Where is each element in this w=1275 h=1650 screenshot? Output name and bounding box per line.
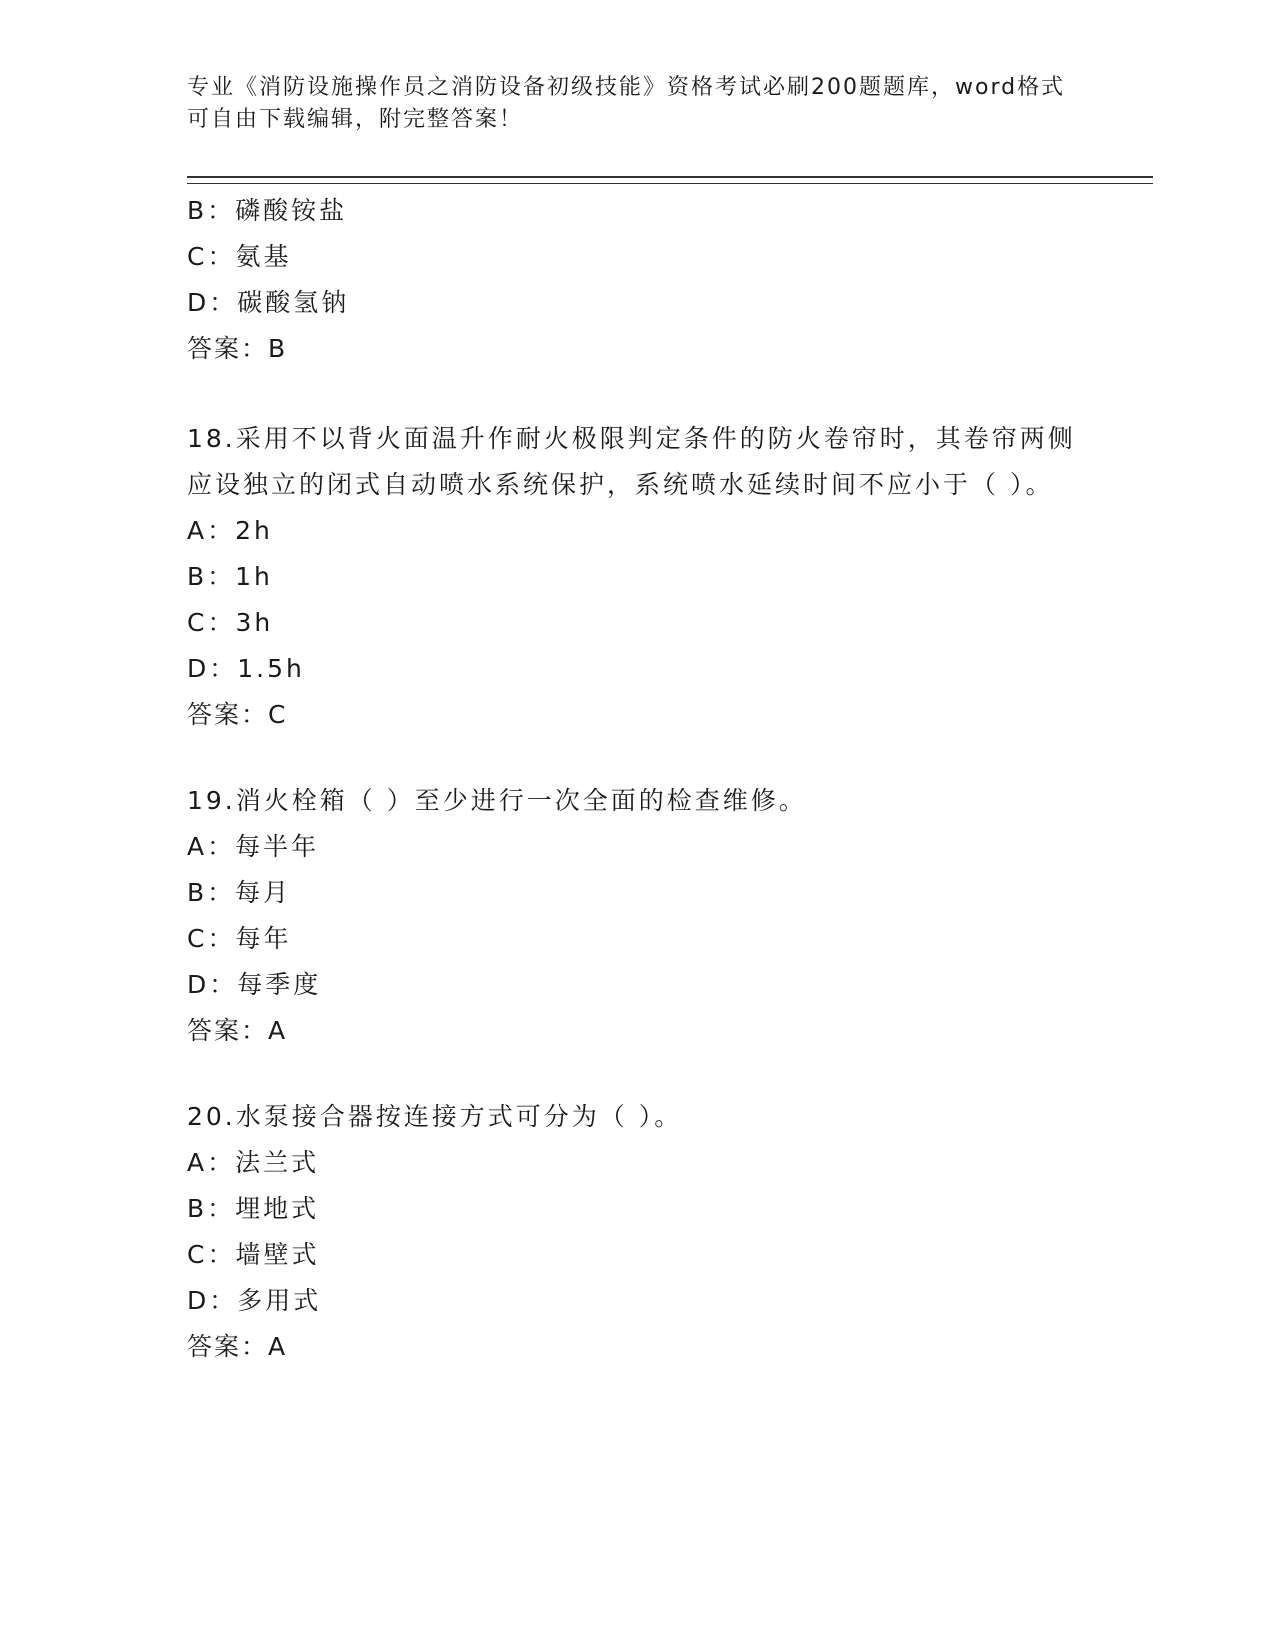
option-text: 每季度 [237, 970, 322, 999]
option-text: 磷酸铵盐 [235, 196, 348, 225]
option-text: 碳酸氢钠 [237, 288, 350, 317]
option-d [187, 646, 1087, 692]
option-letter: A： [187, 1148, 236, 1177]
option-text: 1h [235, 562, 273, 591]
option-text: 法兰式 [235, 1148, 320, 1177]
option-c [187, 1232, 1087, 1278]
question-20 [187, 1094, 1087, 1370]
answer-line: 答案：B [187, 334, 288, 363]
option-d [187, 962, 1087, 1008]
option-letter: B： [187, 196, 236, 225]
answer-line: 答案：A [187, 1332, 288, 1361]
option-text: 2h [235, 516, 273, 545]
option-letter: C： [187, 1240, 236, 1269]
partial-question [187, 188, 1087, 372]
option-letter: D： [187, 970, 238, 999]
option-letter: D： [187, 288, 238, 317]
question-18 [187, 416, 1087, 738]
document-header: 专业《消防设施操作员之消防设备初级技能》资格考试必刷200题题库，word格式可自由下载编辑，附完整答案！ [187, 75, 1066, 132]
option-letter: B： [187, 1194, 236, 1223]
option-d [187, 280, 1087, 326]
question-stem: 20.水泵接合器按连接方式可分为（ ）。 [187, 1102, 683, 1131]
header-divider [187, 176, 1153, 184]
option-c [187, 916, 1087, 962]
option-b [187, 1186, 1087, 1232]
answer-line: 答案：C [187, 700, 288, 729]
option-a [187, 824, 1087, 870]
option-letter: C： [187, 608, 236, 637]
option-text: 每半年 [235, 832, 320, 861]
option-b [187, 554, 1087, 600]
option-a [187, 1140, 1087, 1186]
option-text: 多用式 [237, 1286, 322, 1315]
option-c [187, 600, 1087, 646]
option-d [187, 1278, 1087, 1324]
option-letter: C： [187, 242, 236, 271]
question-stem: 18.采用不以背火面温升作耐火极限判定条件的防火卷帘时，其卷帘两侧应设独立的闭式自动喷水系统保护，系统喷水延续时间不应小于（ ）。 [187, 424, 1076, 499]
question-stem: 19.消火栓箱（ ）至少进行一次全面的检查维修。 [187, 786, 807, 815]
option-letter: C： [187, 924, 236, 953]
option-letter: D： [187, 1286, 238, 1315]
option-letter: A： [187, 832, 236, 861]
option-c [187, 234, 1087, 280]
option-a [187, 508, 1087, 554]
option-b [187, 870, 1087, 916]
spacer [187, 738, 1087, 778]
option-text: 每月 [235, 878, 292, 907]
question-list [187, 188, 1087, 1370]
option-text: 埋地式 [235, 1194, 320, 1223]
option-letter: D： [187, 654, 238, 683]
question-19 [187, 778, 1087, 1054]
option-text: 1.5h [237, 654, 305, 683]
option-letter: B： [187, 562, 236, 591]
option-text: 3h [235, 608, 274, 637]
answer-line: 答案：A [187, 1016, 288, 1045]
spacer [187, 1054, 1087, 1094]
option-text: 氨基 [235, 242, 292, 271]
spacer [187, 372, 1087, 416]
option-letter: A： [187, 516, 236, 545]
option-letter: B： [187, 878, 236, 907]
option-b [187, 188, 1087, 234]
option-text: 墙壁式 [235, 1240, 320, 1269]
option-text: 每年 [235, 924, 292, 953]
